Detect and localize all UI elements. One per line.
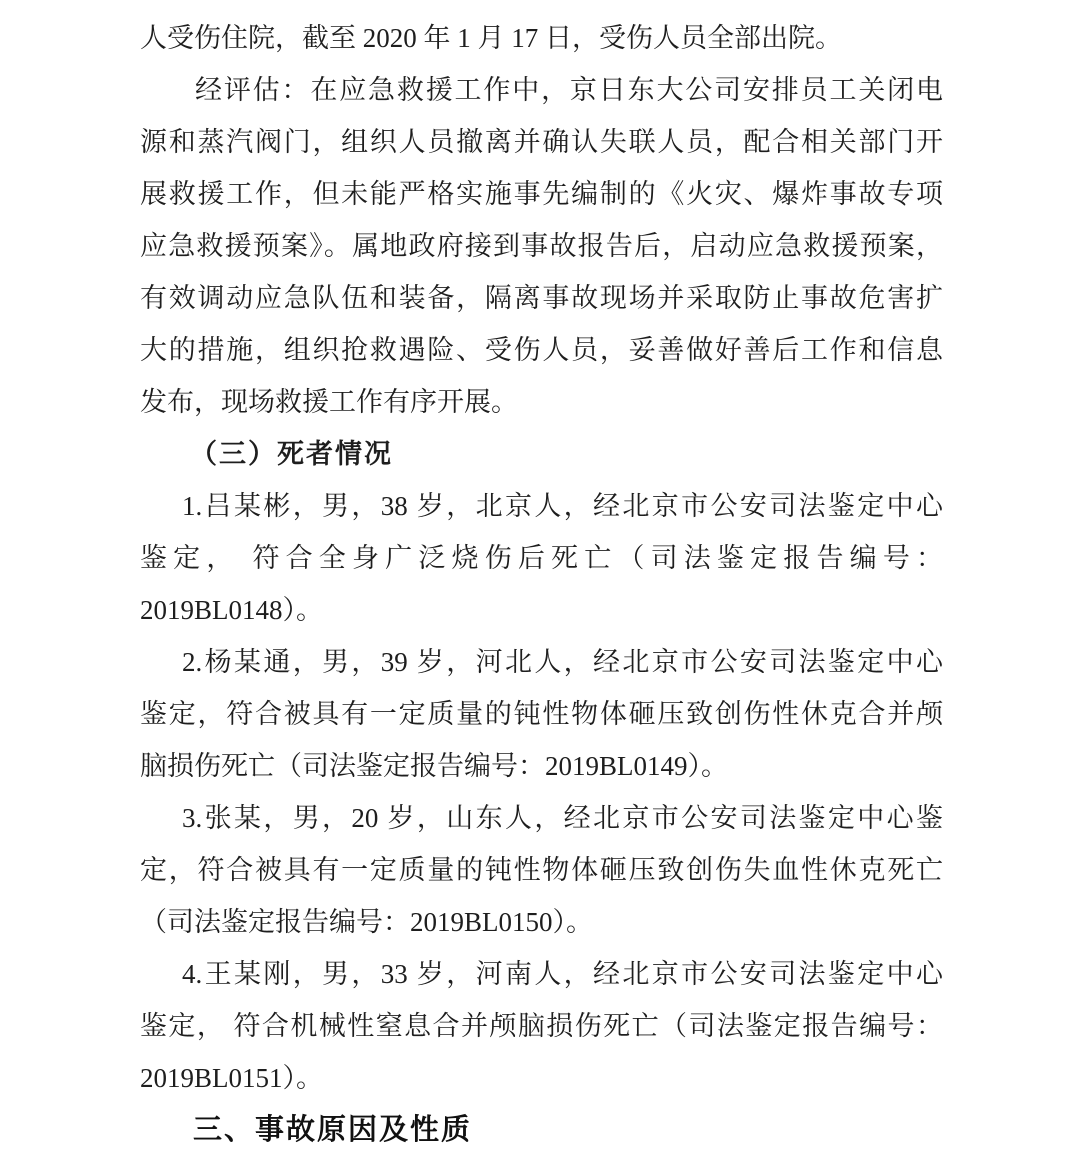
deceased-item-2-line: 鉴定，符合被具有一定质量的钝性物体砸压致创伤性休克合并颅 bbox=[140, 699, 943, 729]
deceased-item-1-line: 2019BL0148）。 bbox=[140, 595, 324, 625]
deceased-item-4-line: 4.王某刚，男，33 岁，河南人，经北京市公安司法鉴定中心 bbox=[182, 959, 943, 989]
section-heading-deceased: （三）死者情况 bbox=[190, 439, 393, 469]
deceased-item-3-line: 定，符合被具有一定质量的钝性物体砸压致创伤失血性休克死亡 bbox=[140, 855, 943, 885]
deceased-item-1-line: 1.吕某彬，男，38 岁，北京人，经北京市公安司法鉴定中心 bbox=[182, 491, 943, 521]
paragraph-line: 源和蒸汽阀门，组织人员撤离并确认失联人员，配合相关部门开 bbox=[140, 127, 943, 157]
deceased-item-3-line: （司法鉴定报告编号：2019BL0150）。 bbox=[140, 907, 594, 937]
section-heading-cause: 三、事故原因及性质 bbox=[193, 1114, 473, 1146]
deceased-item-2-line: 2.杨某通，男，39 岁，河北人，经北京市公安司法鉴定中心 bbox=[182, 647, 943, 677]
deceased-item-4-line: 鉴定， 符合机械性窒息合并颅脑损伤死亡（司法鉴定报告编号： bbox=[140, 1011, 943, 1041]
paragraph-line: 展救援工作，但未能严格实施事先编制的《火灾、爆炸事故专项 bbox=[140, 179, 943, 209]
paragraph-line: 发布，现场救援工作有序开展。 bbox=[140, 387, 518, 417]
paragraph-line: 有效调动应急队伍和装备，隔离事故现场并采取防止事故危害扩 bbox=[140, 283, 943, 313]
paragraph-line: 经评估：在应急救援工作中，京日东大公司安排员工关闭电 bbox=[195, 75, 943, 105]
deceased-item-4-line: 2019BL0151）。 bbox=[140, 1063, 324, 1093]
paragraph-line: 人受伤住院，截至 2020 年 1 月 17 日，受伤人员全部出院。 bbox=[140, 23, 842, 53]
paragraph-line: 应急救援预案》。属地政府接到事故报告后，启动应急救援预案， bbox=[140, 231, 943, 261]
deceased-item-1-line: 鉴定， 符合全身广泛烧伤后死亡（司法鉴定报告编号： bbox=[140, 543, 943, 573]
deceased-item-3-line: 3.张某，男，20 岁，山东人，经北京市公安司法鉴定中心鉴 bbox=[182, 803, 943, 833]
deceased-item-2-line: 脑损伤死亡（司法鉴定报告编号：2019BL0149）。 bbox=[140, 751, 729, 781]
paragraph-line: 大的措施，组织抢救遇险、受伤人员，妥善做好善后工作和信息 bbox=[140, 335, 943, 365]
document-body bbox=[140, 12, 943, 1156]
